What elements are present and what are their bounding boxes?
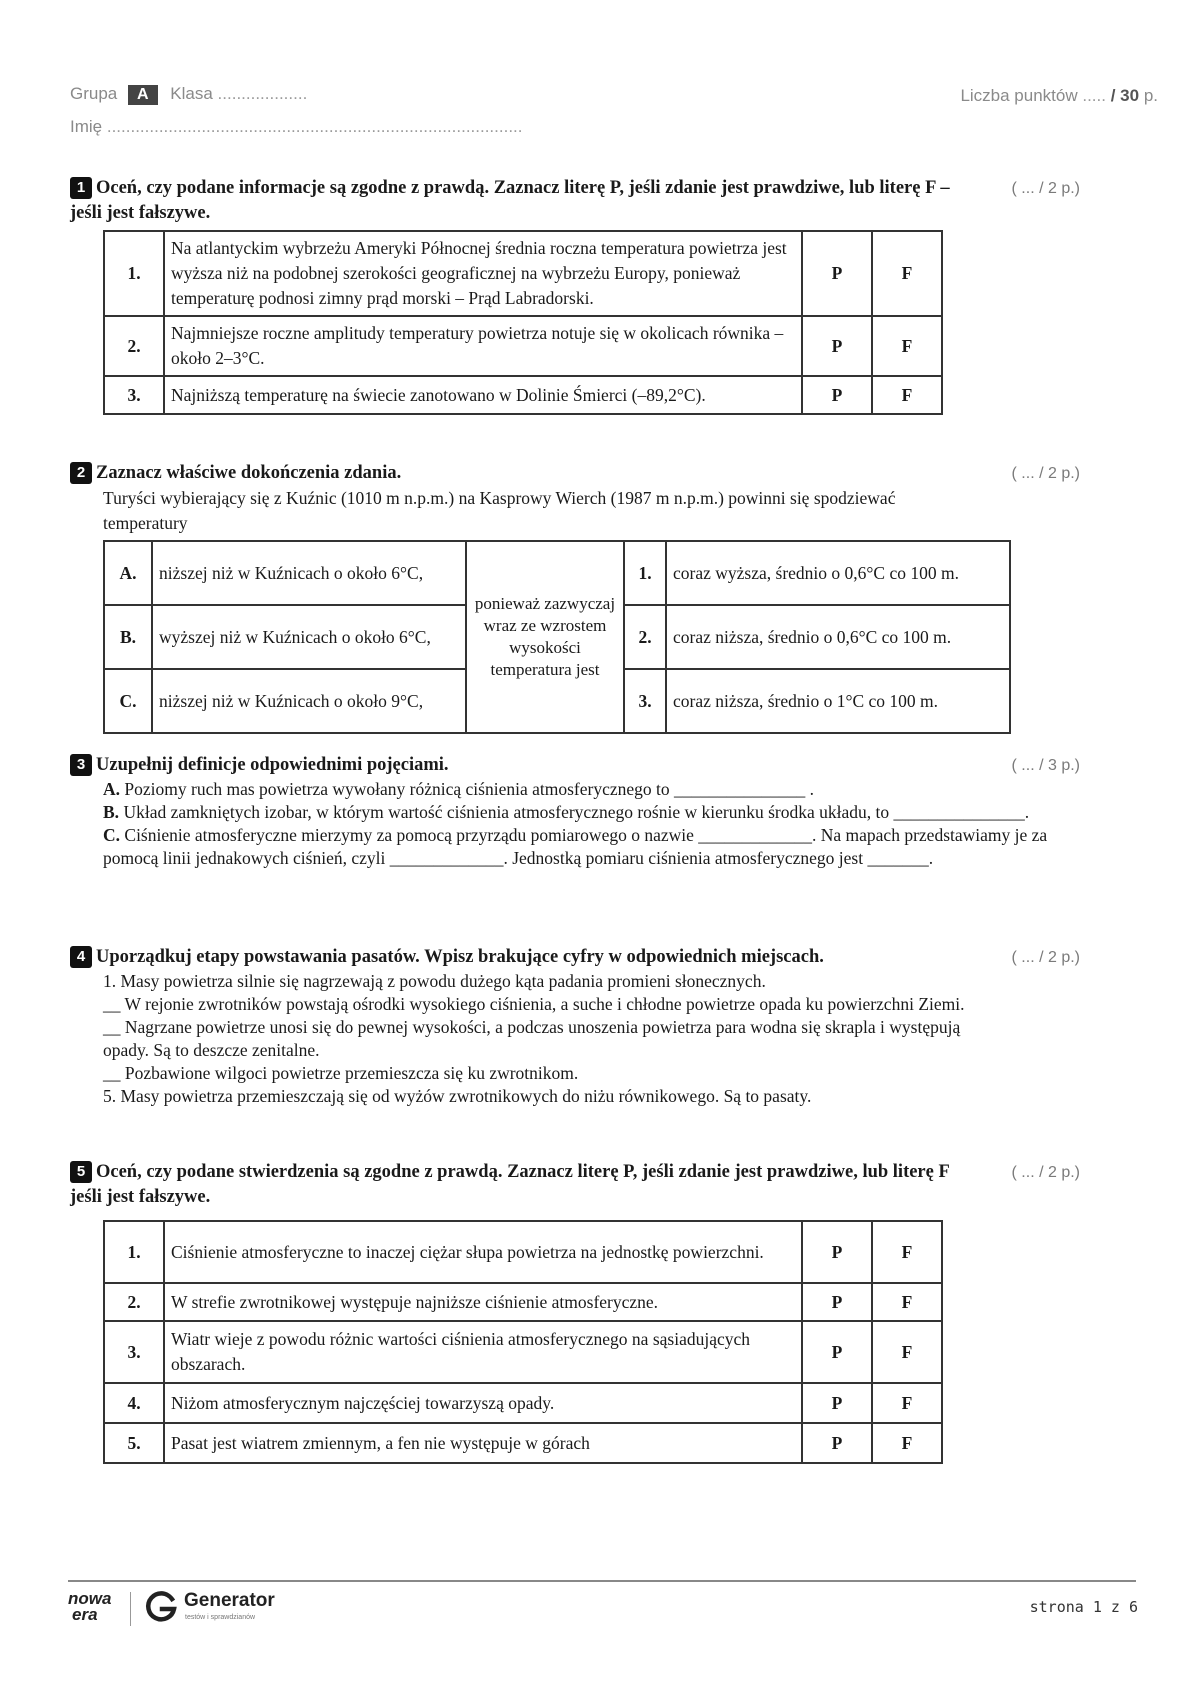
statement-text: Najmniejsze roczne amplitudy temperatury powietrza notuje się w okolicach równika – około 2–3°C. — [164, 316, 802, 376]
task-5-heading — [70, 1160, 1080, 1210]
option-number[interactable]: 2. — [624, 605, 666, 669]
statement-text: Wiatr wieje z powodu różnic wartości ciśnienia atmosferycznego na sąsiadujących obszarach. — [164, 1321, 802, 1383]
logo-era-text: era — [72, 1605, 98, 1624]
statement-text: Pasat jest wiatrem zmiennym, a fen nie występuje w górach — [164, 1423, 802, 1463]
task-5 — [70, 1160, 1080, 1464]
definition-letter: A. — [103, 779, 121, 799]
class-field[interactable]: ................... — [217, 84, 308, 103]
option-letter[interactable]: A. — [104, 541, 152, 605]
list-item: 1. Masy powietrza silnie się nagrzewają z powodu dużego kąta padania promieni słonecznych. — [103, 971, 766, 991]
statement-text: W strefie zwrotnikowej występuje najniższe ciśnienie atmosferyczne. — [164, 1283, 802, 1321]
table-row — [104, 541, 1010, 605]
statement-text: Najniższą temperaturę na świecie zanotowano w Dolinie Śmierci (–89,2°C). — [164, 376, 802, 414]
task-4 — [70, 945, 1080, 1108]
task-3 — [70, 753, 1080, 870]
nowa-era-logo — [68, 1591, 111, 1623]
row-number: 4. — [104, 1383, 164, 1423]
answer-f[interactable]: F — [872, 1423, 942, 1463]
header-group-class — [70, 84, 307, 105]
task-2-stem: Turyści wybierający się z Kuźnic (1010 m n.p.m.) na Kasprowy Wierch (1987 m n.p.m.) powinni się spodziewać temperatury — [103, 488, 896, 533]
row-number: 2. — [104, 316, 164, 376]
class-label: Klasa — [170, 84, 213, 103]
generator-logo-text: Generator — [184, 1590, 275, 1611]
task-3-definitions — [103, 778, 1080, 870]
task-number: 4 — [70, 946, 92, 968]
definition-letter: C. — [103, 825, 121, 845]
list-item[interactable]: __ W rejonie zwrotników powstają ośrodki wysokiego ciśnienia, a suche i chłodne powietrze opada ku powierzchni Ziemi. — [103, 994, 965, 1014]
logo-nowa-text: nowa — [68, 1589, 112, 1608]
option-letter[interactable]: C. — [104, 669, 152, 733]
task-5-table — [103, 1220, 943, 1464]
statement-text: Na atlantyckim wybrzeżu Ameryki Północnej średnia roczna temperatura powietrza jest wyższa niż na podobnej szerokości geograficznej na wybrzeżu Europy, ponieważ temperaturę podnosi zimny prąd morski – Prąd Labradorski. — [164, 231, 802, 316]
task-1 — [70, 176, 1080, 415]
row-number: 1. — [104, 1221, 164, 1283]
task-number: 1 — [70, 177, 92, 199]
points-unit: p. — [1143, 86, 1158, 105]
task-4-steps — [103, 970, 1080, 1108]
list-item[interactable]: __ Nagrzane powietrze unosi się do pewnej wysokości, a podczas unoszenia powietrza para wodna się skrapla i występują opady. Są to deszcze zenitalne. — [103, 1017, 961, 1060]
answer-p[interactable]: P — [802, 1283, 872, 1321]
generator-logo-subtext: testów i sprawdzianów — [185, 1614, 256, 1621]
option-text: coraz niższa, średnio o 0,6°C co 100 m. — [666, 605, 1010, 669]
table-row — [104, 1221, 942, 1283]
name-label: Imię — [70, 117, 103, 136]
table-row — [104, 1383, 942, 1423]
task-3-points: ( ... / 3 p.) — [1011, 757, 1080, 774]
row-number: 5. — [104, 1423, 164, 1463]
header-name — [70, 117, 523, 137]
task-2 — [70, 461, 1080, 734]
task-2-heading — [70, 461, 1080, 486]
group-label: Grupa — [70, 84, 118, 103]
task-2-instruction: Zaznacz właściwe dokończenia zdania. — [96, 463, 402, 483]
task-1-instruction: Oceń, czy podane informacje są zgodne z prawdą. Zaznacz literę P, jeśli zdanie jest prawdziwe, lub literę F – jeśli jest fałszywe. — [70, 178, 950, 223]
points-total: / 30 — [1110, 86, 1140, 105]
table-row — [104, 376, 942, 414]
task-3-instruction: Uzupełnij definicje odpowiednimi pojęciami. — [96, 755, 449, 775]
option-text: coraz niższa, średnio o 1°C co 100 m. — [666, 669, 1010, 733]
answer-f[interactable]: F — [872, 1383, 942, 1423]
statement-text: Niżom atmosferycznym najczęściej towarzyszą opady. — [164, 1383, 802, 1423]
answer-p[interactable]: P — [802, 1321, 872, 1383]
definition-letter: B. — [103, 802, 120, 822]
answer-f[interactable]: F — [872, 376, 942, 414]
answer-p[interactable]: P — [802, 316, 872, 376]
task-5-points: ( ... / 2 p.) — [1011, 1164, 1080, 1181]
list-item: 5. Masy powietrza przemieszczają się od wyżów zwrotnikowych do niżu równikowego. Są to pasaty. — [103, 1086, 812, 1106]
answer-f[interactable]: F — [872, 231, 942, 316]
task-4-heading — [70, 945, 1080, 970]
option-text: niższej niż w Kuźnicach o około 9°C, — [152, 669, 466, 733]
answer-p[interactable]: P — [802, 1423, 872, 1463]
task-1-table — [103, 230, 943, 415]
row-number: 3. — [104, 376, 164, 414]
option-text: wyższej niż w Kuźnicach o około 6°C, — [152, 605, 466, 669]
task-2-table — [103, 540, 1011, 734]
table-row — [104, 316, 942, 376]
answer-p[interactable]: P — [802, 1383, 872, 1423]
definition-text[interactable]: Układ zamkniętych izobar, w którym wartość ciśnienia atmosferycznego rośnie w kierunku środka układu, to _______________. — [123, 802, 1030, 822]
row-number: 2. — [104, 1283, 164, 1321]
option-text: coraz wyższa, średnio o 0,6°C co 100 m. — [666, 541, 1010, 605]
name-field[interactable]: ........................................................................................ — [106, 117, 523, 136]
answer-p[interactable]: P — [802, 231, 872, 316]
answer-f[interactable]: F — [872, 316, 942, 376]
answer-p[interactable]: P — [802, 1221, 872, 1283]
group-badge: A — [128, 85, 158, 105]
logo-separator — [130, 1592, 131, 1626]
definition-b — [103, 801, 1050, 824]
table-row — [104, 1283, 942, 1321]
task-1-points: ( ... / 2 p.) — [1011, 180, 1080, 197]
answer-f[interactable]: F — [872, 1283, 942, 1321]
option-text: niższej niż w Kuźnicach o około 6°C, — [152, 541, 466, 605]
row-number: 3. — [104, 1321, 164, 1383]
list-item[interactable]: __ Pozbawione wilgoci powietrze przemieszcza się ku zwrotnikom. — [103, 1063, 579, 1083]
connector-text: ponieważ zazwyczaj wraz ze wzrostem wysokości temperatura jest — [466, 541, 624, 733]
footer-divider — [68, 1580, 1136, 1582]
points-field[interactable]: ..... — [1082, 86, 1106, 105]
points-label: Liczba punktów — [960, 86, 1078, 105]
table-row — [104, 1423, 942, 1463]
answer-p[interactable]: P — [802, 376, 872, 414]
statement-text: Ciśnienie atmosferyczne to inaczej ciężar słupa powietrza na jednostkę powierzchni. — [164, 1221, 802, 1283]
task-4-instruction: Uporządkuj etapy powstawania pasatów. Wpisz brakujące cyfry w odpowiednich miejscach. — [96, 947, 824, 967]
table-row — [104, 231, 942, 316]
definition-a — [103, 778, 1050, 801]
task-number: 3 — [70, 754, 92, 776]
generator-g-icon — [144, 1590, 178, 1624]
table-row — [104, 1321, 942, 1383]
definition-c — [103, 824, 1050, 870]
header-points — [960, 86, 1158, 106]
task-2-points: ( ... / 2 p.) — [1011, 465, 1080, 482]
row-number: 1. — [104, 231, 164, 316]
option-number[interactable]: 1. — [624, 541, 666, 605]
task-3-heading — [70, 753, 1080, 778]
definition-text[interactable]: Ciśnienie atmosferyczne mierzymy za pomocą przyrządu pomiarowego o nazwie _____________. Na mapach przedstawiamy je za pomocą linii jednakowych ciśnień, czyli _____________. Jednostką pomiaru ciśnienia atmosferycznego jest _______. — [103, 825, 1048, 868]
answer-f[interactable]: F — [872, 1321, 942, 1383]
option-letter[interactable]: B. — [104, 605, 152, 669]
answer-f[interactable]: F — [872, 1221, 942, 1283]
page-number: strona 1 z 6 — [1029, 1598, 1138, 1616]
task-4-points: ( ... / 2 p.) — [1011, 949, 1080, 966]
definition-text[interactable]: Poziomy ruch mas powietrza wywołany różnicą ciśnienia atmosferycznego to _______________ . — [124, 779, 814, 799]
task-number: 5 — [70, 1161, 92, 1183]
task-number: 2 — [70, 462, 92, 484]
task-1-heading — [70, 176, 1080, 226]
option-number[interactable]: 3. — [624, 669, 666, 733]
task-5-instruction: Oceń, czy podane stwierdzenia są zgodne z prawdą. Zaznacz literę P, jeśli zdanie jest prawdziwe, lub literę F jeśli jest fałszywe. — [70, 1162, 950, 1207]
